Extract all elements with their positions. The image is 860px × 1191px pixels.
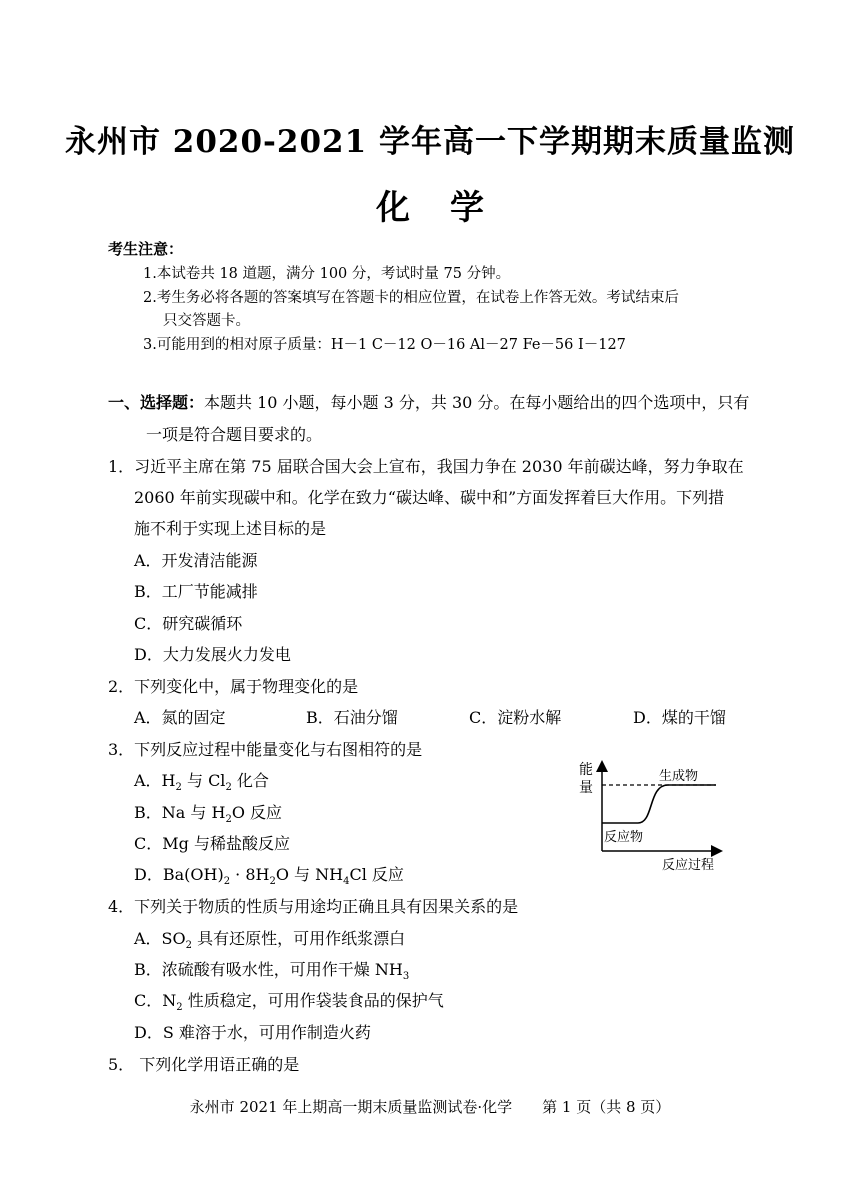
notice-item-2: 2.考生务必将各题的答案填写在答题卡的相应位置，在试卷上作答无效。考试结束后	[143, 290, 679, 306]
section-1-text: 本题共 10 小题，每小题 3 分，共 30 分。在每小题给出的四个选项中，只有	[204, 393, 750, 412]
section-1-heading	[108, 390, 749, 413]
q2-option-c: C．淀粉水解	[469, 708, 562, 727]
q4-option-b: B．浓硫酸有吸水性，可用作干燥 $NH_3$	[134, 960, 410, 983]
q1-option-b: B．工厂节能减排	[134, 582, 258, 601]
q4-option-a: A．$SO_2$ 具有还原性，可用作纸浆漂白	[134, 929, 406, 952]
y-label-energy-1: 能	[579, 762, 593, 778]
page-footer: 永州市 2021 年上期高一期末质量监测试卷·化学 第 1 页（共 8 页）	[189, 1098, 671, 1116]
q2-option-d: D．煤的干馏	[633, 708, 726, 727]
product-label: 生成物	[659, 769, 699, 784]
notice-heading: 考生注意：	[108, 240, 184, 258]
section-1-label: 一、选择题：	[108, 393, 205, 412]
q3-option-c: C．Mg 与稀盐酸反应	[134, 834, 290, 853]
reactant-label: 反应物	[604, 830, 644, 845]
energy-diagram	[570, 755, 740, 875]
notice-item-1: 1.本试卷共 18 道题，满分 100 分，考试时量 75 分钟。	[143, 266, 511, 282]
exam-title: 永州市 2020-2021 学年高一下学期期末质量监测	[64, 124, 795, 160]
q1-stem-line2: 2060 年前实现碳中和。化学在致力“碳达峰、碳中和”方面发挥着巨大作用。下列措	[134, 488, 725, 507]
q4-option-c: C．$N_2$ 性质稳定，可用作袋装食品的保护气	[134, 991, 444, 1014]
notice-item-2-cont: 只交答题卡。	[163, 313, 250, 329]
q3-option-a: A．$H_2$ 与 $Cl_2$ 化合	[134, 771, 269, 794]
y-label-energy-2: 量	[579, 780, 593, 796]
section-1-text-cont: 一项是符合题目要求的。	[146, 425, 323, 444]
q1-stem-line3: 施不利于实现上述目标的是	[134, 519, 327, 538]
q5-stem: 5． 下列化学用语正确的是	[108, 1055, 300, 1074]
q1-option-c: C．研究碳循环	[134, 614, 243, 633]
q4-option-d: D．S 难溶于水，可用作制造火药	[134, 1023, 371, 1042]
q2-option-a: A．氮的固定	[134, 708, 226, 727]
q3-option-d: D．$Ba(OH)_2 \cdot 8H_2O$ 与 $NH_4Cl$ 反应	[134, 865, 404, 888]
q1-stem-line1: 1．习近平主席在第 75 届联合国大会上宣布，我国力争在 2030 年前碳达峰，努力争取在	[108, 457, 744, 476]
q4-stem: 4．下列关于物质的性质与用途均正确且具有因果关系的是	[108, 897, 519, 916]
q3-option-b: B．Na 与 $H_2O$ 反应	[134, 803, 283, 826]
q3-stem: 3．下列反应过程中能量变化与右图相符的是	[108, 740, 423, 759]
energy-curve	[602, 785, 716, 823]
q1-option-a: A．开发清洁能源	[134, 551, 258, 570]
x-label-process: 反应过程	[662, 858, 715, 873]
notice-item-3: 3.可能用到的相对原子质量：H－1 C－12 O－16 Al－27 Fe－56 I－127	[143, 337, 626, 353]
subject-title: 化学	[376, 188, 524, 228]
q2-stem: 2．下列变化中，属于物理变化的是	[108, 677, 359, 696]
q2-option-b: B．石油分馏	[306, 708, 398, 727]
q1-option-d: D．大力发展火力发电	[134, 645, 291, 664]
